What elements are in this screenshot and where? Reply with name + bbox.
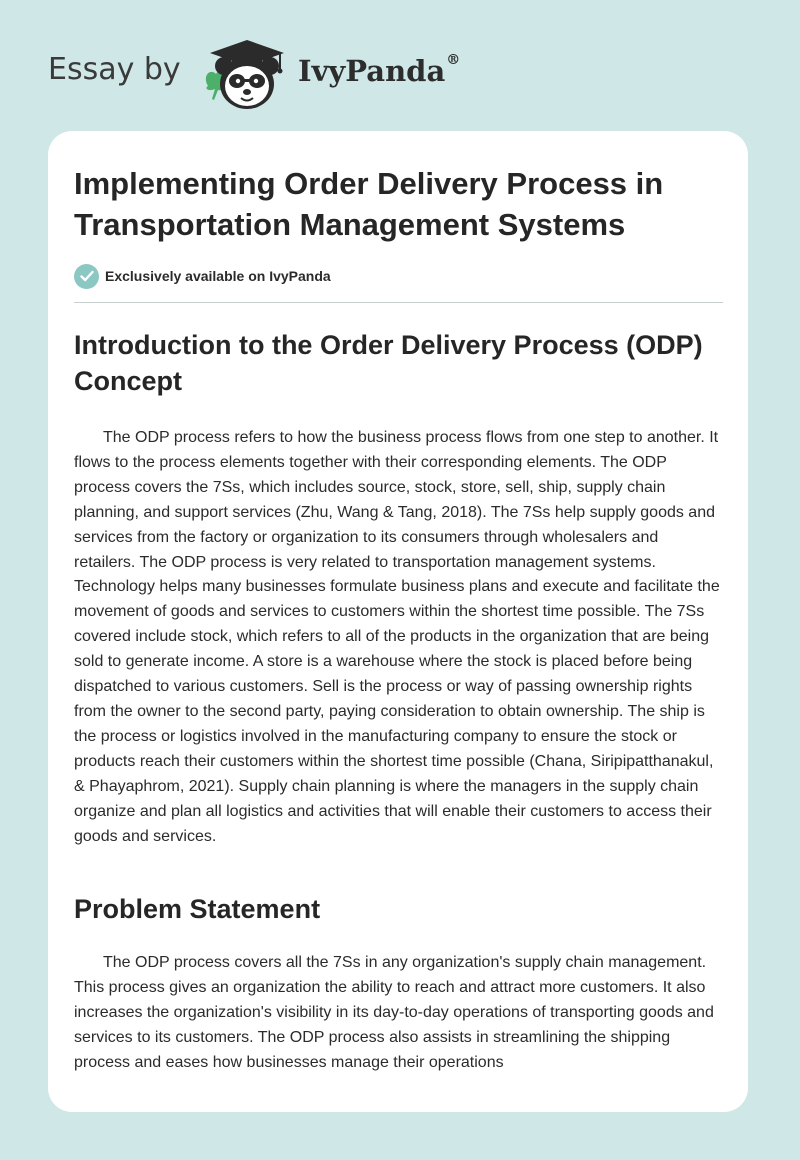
section-heading-problem-statement: Problem Statement: [74, 894, 321, 924]
essay-by-label: Essay by: [48, 52, 181, 87]
brand-text: IvyPanda: [298, 54, 446, 88]
section-paragraph-problem-statement: The ODP process covers all the 7Ss in any organization's supply chain management. This process gives an organization the ability to reach and attract more customers. It also increases the organization's visibility in its day-to-day operations of transporting goods and services to its customers. The ODP process also assists in streamlining the shipping process and eases how businesses manage their operations: [74, 954, 714, 1071]
panda-logo-icon[interactable]: [200, 36, 290, 112]
page-title: Implementing Order Delivery Process in Transportation Management Systems: [74, 166, 664, 242]
check-icon: [74, 264, 99, 289]
site-header: [48, 34, 748, 114]
section-paragraph-introduction: The ODP process refers to how the business process flows from one step to another. It flows to the process elements together with their corresponding elements. The ODP process covers the 7Ss, which includes source, stock, store, sell, ship, supply chain planning, and support services (Zhu, Wang & Tang, 2018). The 7Ss help supply goods and services from the factory or organization to its consumers through wholesalers and retailers. The ODP process is very related to transportation management systems. Technology helps many businesses formulate business plans and execute and facilitate the movement of goods and services to customers within the shortest time possible. The 7Ss covered include stock, which refers to all of the products in the organization that are being sold to generate income. A store is a warehouse where the stock is placed before being dispatched to various customers. Sell is the process or way of passing ownership rights from the owner to the second party, paying consideration to obtain ownership. The ship is the process or logistics involved in the manufacturing company to ensure the stock or products reach their customers within the shortest time possible (Chana, Siripipatthanakul, & Phayaphrom, 2021). Supply chain planning is where the managers in the supply chain organize and plan all logistics and activities that will enable their customers to access their goods and services.: [74, 429, 720, 845]
brand-name[interactable]: [298, 54, 460, 88]
divider: [74, 302, 723, 303]
section-heading-introduction: Introduction to the Order Delivery Process (ODP) Concept: [74, 330, 703, 396]
exclusive-badge: [74, 263, 331, 289]
essay-card: [48, 131, 748, 1112]
badge-text: Exclusively available on IvyPanda: [105, 268, 331, 284]
registered-mark: ®: [446, 52, 461, 68]
